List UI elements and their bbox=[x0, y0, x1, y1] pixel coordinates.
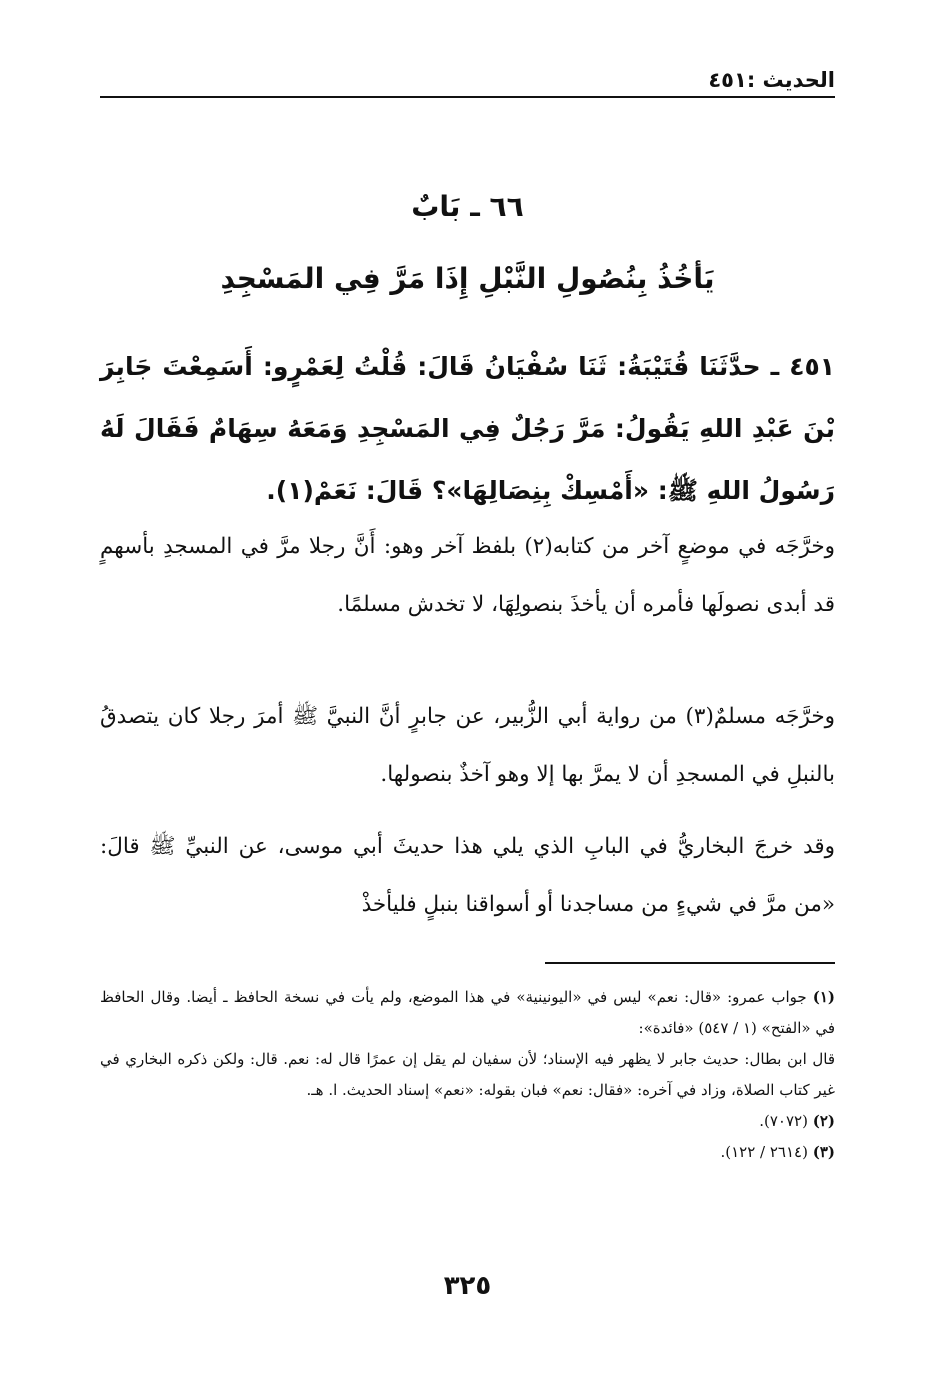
footnote-divider bbox=[545, 962, 835, 964]
chapter-title: يَأخُذُ بِنُصُولِ النَّبْلِ إِذَا مَرَّ فِي المَسْجِدِ bbox=[220, 262, 715, 295]
footnote-text: قال ابن بطال: حديث جابر لا يظهر فيه الإسناد؛ لأن سفيان لم يقل إن عمرًا قال له: نعم. قال: ولكن ذكره البخاري في غير كتاب الصلاة، وزاد في آخره: «فقال: نعم» فبان بقوله: «نعم» إسناد الحديث. ا. هـ. bbox=[100, 1050, 835, 1099]
commentary-paragraph: وقد خرجَ البخاريُّ في البابِ الذي يلي هذا حديثَ أبي موسى، عن النبيِّ ﷺ قالَ: «من مرَّ في شيءٍ من مساجدنا أو أسواقنا بنبلٍ فليأخذْ bbox=[100, 834, 835, 917]
hadith-text: ٤٥١ ـ حدَّثَنَا قُتَيْبَةُ: ثَنَا سُفْيَانُ قَالَ: قُلْتُ لِعَمْرٍو: أَسَمِعْتَ جَابِرَ بْنَ عَبْدِ اللهِ يَقُولُ: مَرَّ رَجُلٌ فِي المَسْجِدِ وَمَعَهُ سِهَامٌ فَقَالَ لَهُ رَسُولُ اللهِ ﷺ: «أَمْسِكْ بِنِصَالِهَا»؟ قَالَ: نَعَمْ(١). bbox=[100, 352, 835, 505]
running-head-text: الحديث :٤٥١ bbox=[708, 68, 835, 92]
chapter-number: ٦٦ ـ بَابٌ bbox=[411, 190, 524, 223]
footnote bbox=[100, 982, 835, 1044]
commentary-paragraph: وخرَّجَه مسلمٌ(٣) من رواية أبي الزُّبير، عن جابرٍ أنَّ النبيَّ ﷺ أمرَ رجلا كان يتصدقُ بالنبلِ في المسجدِ أن لا يمرَّ بها إلا وهو آخذٌ بنصولها. bbox=[100, 704, 835, 787]
footnote-number: (٣) bbox=[812, 1143, 835, 1161]
commentary-paragraph: وخرَّجَه في موضعٍ آخر من كتابه(٢) بلفظ آخر وهو: أَنَّ رجلا مرَّ في المسجدِ بأسهمٍ قد أبدى نصولَها فأمره أن يأخذَ بنصولِهَا، لا تخدش مسلمًا. bbox=[100, 534, 836, 617]
footnote bbox=[100, 1106, 835, 1137]
running-header bbox=[100, 62, 835, 98]
footnote-number: (٢) bbox=[812, 1112, 835, 1130]
footnote bbox=[100, 1044, 835, 1106]
footnote-number: (١) bbox=[812, 988, 835, 1006]
footnote-text: جواب عمرو: «قال: نعم» ليس في «اليونينية» في هذا الموضع، ولم يأت في نسخة الحافظ ـ أيضا. وقال الحافظ في «الفتح» (١ / ٥٤٧) «فائدة»: bbox=[100, 988, 835, 1037]
page-number: ٣٢٥ bbox=[443, 1271, 492, 1301]
footnotes bbox=[100, 982, 835, 1168]
footnote-text: (٧٠٧٢). bbox=[759, 1112, 808, 1130]
footnote bbox=[100, 1137, 835, 1168]
footnote-text: (٢٦١٤ / ١٢٢). bbox=[720, 1143, 808, 1161]
